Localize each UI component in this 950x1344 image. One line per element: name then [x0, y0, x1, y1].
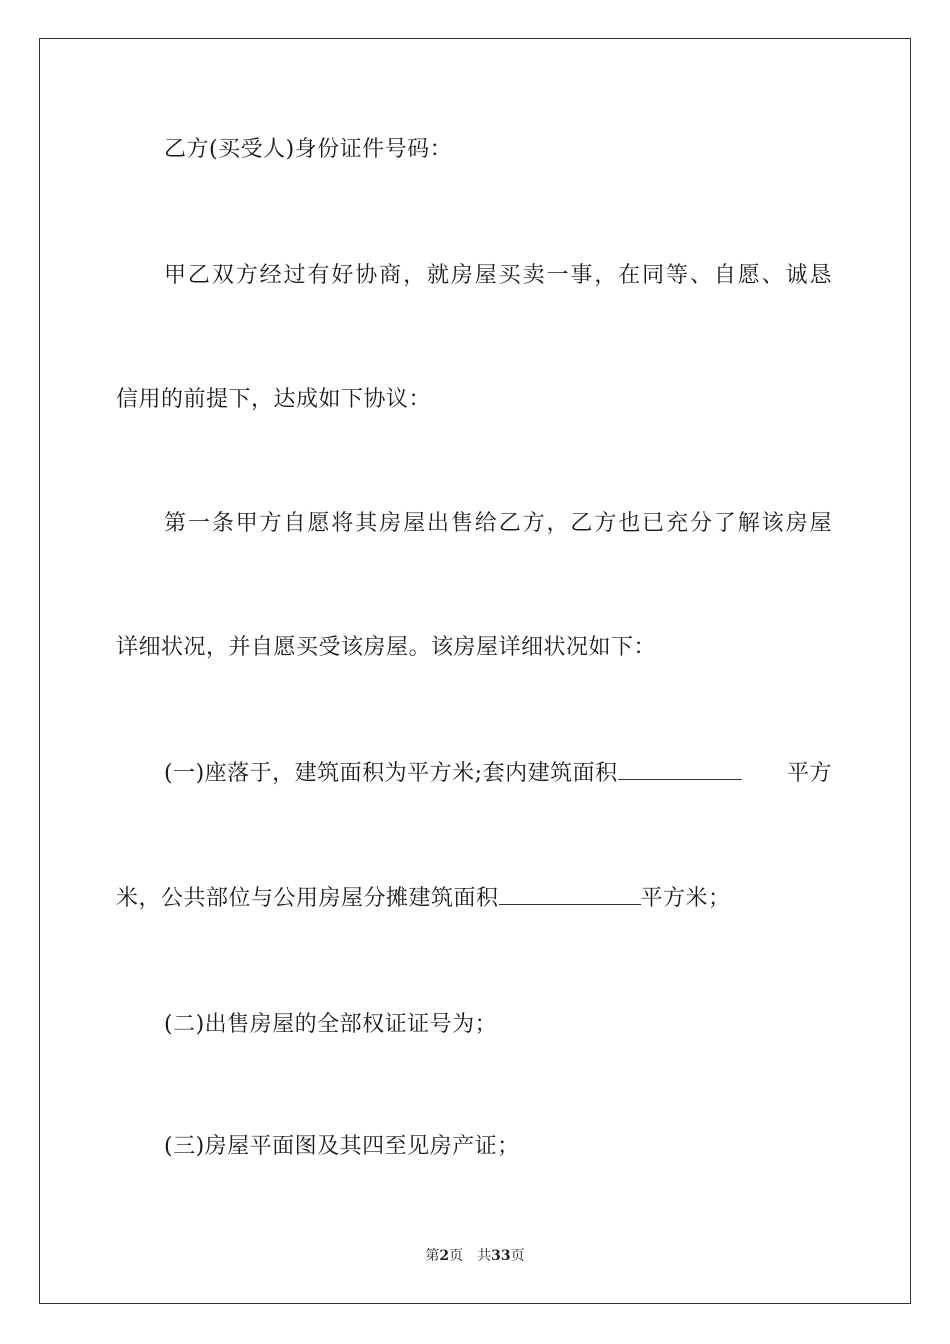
- shared-area-text: 米，公共部位与公用房屋分摊建筑面积: [116, 886, 499, 911]
- item-one-text: (一)座落于，建筑面积为平方米;套内建筑面积: [164, 761, 618, 786]
- paragraph-line-premise: 信用的前提下，达成如下协议：: [116, 387, 432, 412]
- item-one-unit: 平方: [786, 761, 832, 786]
- shared-area-unit: 平方米；: [640, 886, 731, 911]
- paragraph-line-item-one: [116, 759, 832, 789]
- shared-area-blank: [499, 884, 641, 905]
- paragraph-line-item-two: (二)出售房屋的全部权证证号为；: [164, 1012, 498, 1037]
- inner-area-blank: [618, 759, 742, 780]
- paragraph-line-item-three: (三)房屋平面图及其四至见房产证；: [164, 1134, 520, 1159]
- footer-page-prefix: 第: [425, 1248, 440, 1264]
- footer-total-prefix: 共: [477, 1248, 492, 1264]
- page-border: [39, 38, 911, 1304]
- paragraph-line-shared-area: [116, 884, 832, 914]
- footer-page-suffix: 页: [449, 1248, 464, 1264]
- paragraph-line-buyer-id: 乙方(买受人)身份证件号码：: [164, 137, 453, 162]
- footer-total-pages: 33: [491, 1248, 511, 1264]
- paragraph-line-article-one: 第一条甲方自愿将其房屋出售给乙方，乙方也已充分了解该房屋: [164, 511, 832, 536]
- page-footer: [0, 1246, 950, 1266]
- footer-total-suffix: 页: [510, 1248, 525, 1264]
- paragraph-line-house-details: 详细状况，并自愿买受该房屋。该房屋详细状况如下：: [116, 635, 657, 660]
- footer-page-number: 2: [439, 1248, 450, 1264]
- paragraph-line-negotiation: 甲乙双方经过有好协商，就房屋买卖一事，在同等、自愿、诚恳: [164, 263, 832, 288]
